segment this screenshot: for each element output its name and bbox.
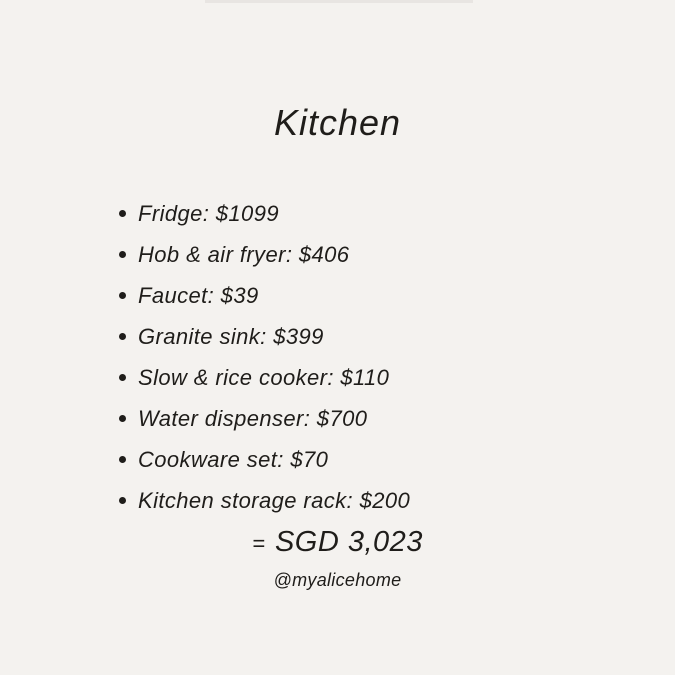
list-item-text: Hob & air fryer: $406 xyxy=(138,241,350,267)
author-handle: @myalicehome xyxy=(273,570,402,590)
list-item xyxy=(119,275,410,316)
equals-sign: = xyxy=(252,531,265,556)
list-item-text: Water dispenser: $700 xyxy=(138,405,368,431)
list-item xyxy=(119,234,410,275)
price-list xyxy=(119,193,410,521)
bullet-icon xyxy=(119,251,126,258)
list-item xyxy=(119,357,410,398)
bullet-icon xyxy=(119,292,126,299)
list-item xyxy=(119,193,410,234)
bullet-icon xyxy=(119,456,126,463)
bullet-icon xyxy=(119,210,126,217)
total-amount: SGD 3,023 xyxy=(274,526,423,558)
list-item-text: Granite sink: $399 xyxy=(138,323,324,349)
list-item-text: Fridge: $1099 xyxy=(138,200,279,226)
list-item-text: Faucet: $39 xyxy=(138,282,259,308)
list-item-text: Kitchen storage rack: $200 xyxy=(138,487,411,513)
page-title: Kitchen xyxy=(273,102,402,143)
bullet-icon xyxy=(119,333,126,340)
top-strip xyxy=(205,0,473,3)
list-item-text: Cookware set: $70 xyxy=(138,446,329,472)
list-item xyxy=(119,439,410,480)
list-item xyxy=(119,316,410,357)
list-item xyxy=(119,480,410,521)
bullet-icon xyxy=(119,374,126,381)
list-item-text: Slow & rice cooker: $110 xyxy=(138,364,390,390)
list-item xyxy=(119,398,410,439)
total-line xyxy=(0,526,675,559)
bullet-icon xyxy=(119,415,126,422)
bullet-icon xyxy=(119,497,126,504)
